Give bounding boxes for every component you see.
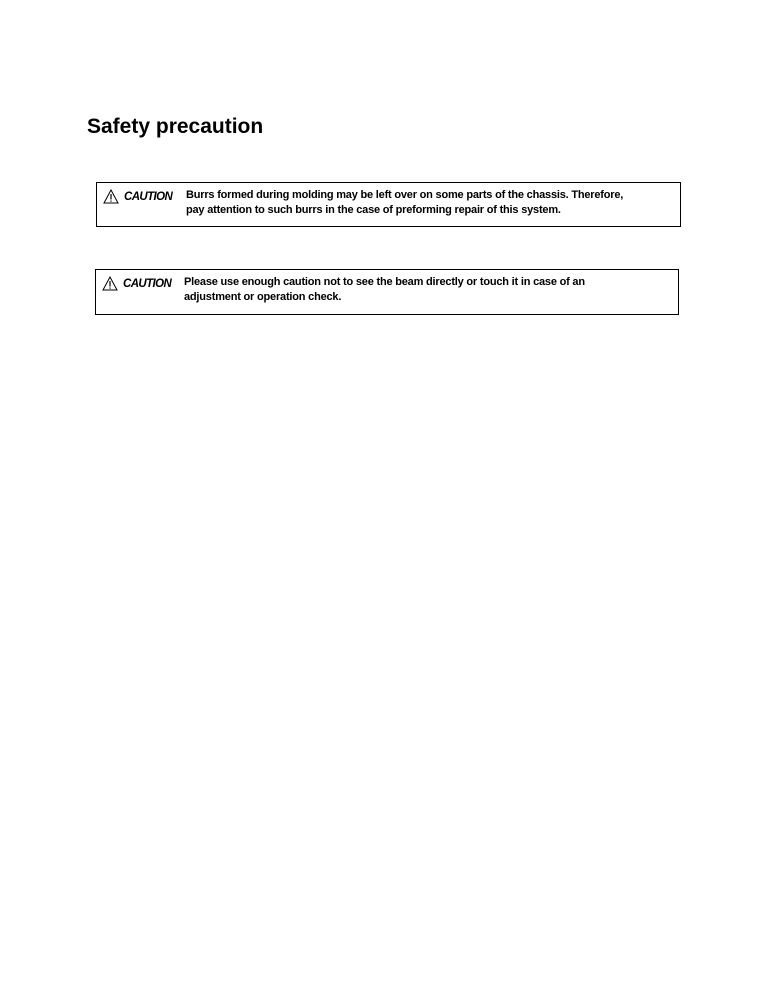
caution-box-beam: [95, 269, 679, 315]
caution-box-burrs: [96, 182, 681, 227]
caution-message: [186, 188, 674, 218]
caution-message-line: adjustment or operation check.: [184, 291, 342, 303]
caution-message-line: Burrs formed during molding may be left over on some parts of the chassis. Therefore,: [186, 189, 624, 201]
caution-label-text: CAUTION: [124, 190, 173, 203]
page-title: Safety precaution: [87, 115, 264, 138]
caution-label: [102, 276, 171, 291]
caution-label-text: CAUTION: [123, 277, 172, 290]
warning-triangle-icon: [103, 189, 119, 204]
caution-message-line: pay attention to such burrs in the case of preforming repair of this system.: [186, 204, 561, 216]
caution-label: [103, 189, 172, 204]
warning-triangle-icon: [102, 276, 118, 291]
caution-message-line: Please use enough caution not to see the beam directly or touch it in case of an: [184, 276, 585, 288]
caution-message: [184, 275, 672, 305]
